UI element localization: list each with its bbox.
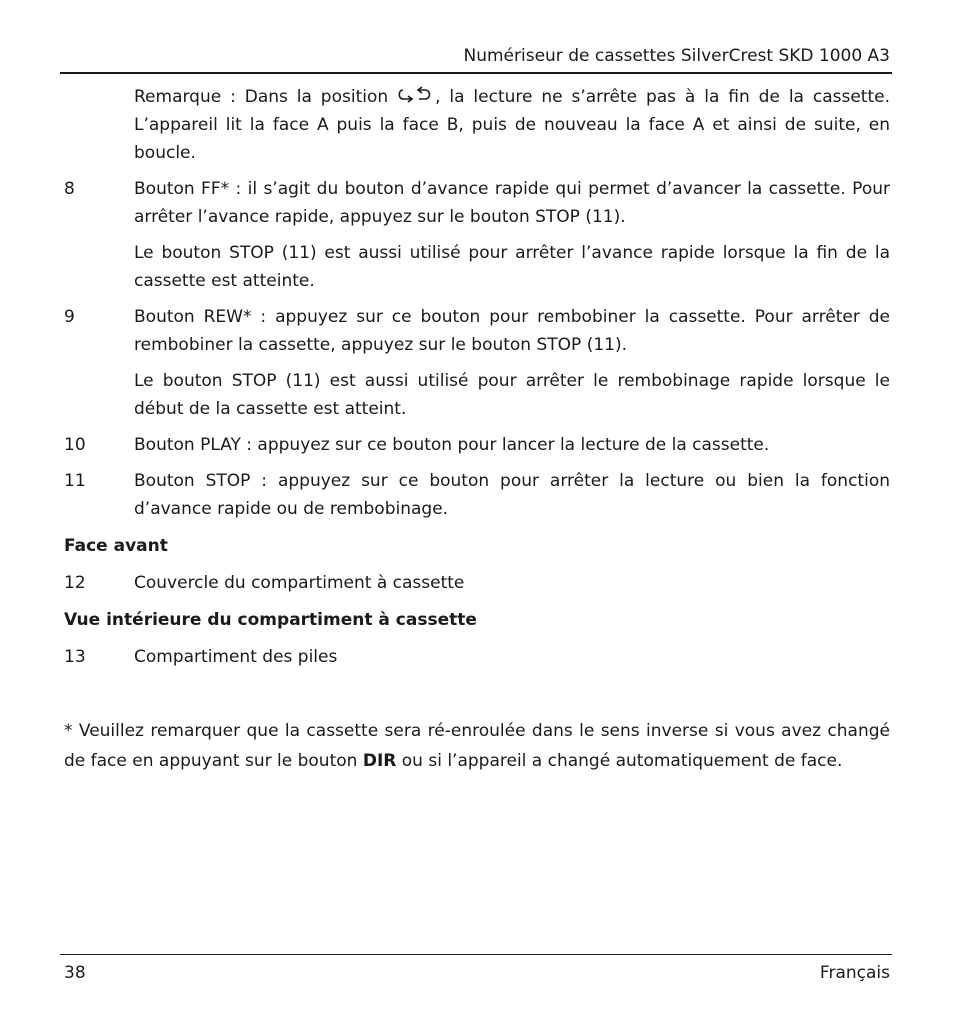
footnote-text-before: * Veuillez remarquer que la cassette sera ré-enroulée dans le sens inverse si vous avez changé de face en appuyant sur le bouton bbox=[64, 721, 890, 771]
list-item-8 bbox=[64, 175, 890, 231]
item-8-note: Le bouton STOP (11) est aussi utilisé pour arrêter l’avance rapide lorsque la fin de la cassette est atteinte. bbox=[134, 243, 890, 291]
footer-language: Français bbox=[819, 963, 890, 983]
list-item-12 bbox=[64, 569, 890, 597]
item-text: Bouton FF* : il s’agit du bouton d’avance rapide qui permet d’avancer la cassette. Pour arrêter l’avance rapide, appuyez sur le bouton STOP (11). bbox=[134, 179, 890, 227]
remark-paragraph bbox=[134, 83, 890, 167]
document-title: Numériseur de cassettes SilverCrest SKD 1000 A3 bbox=[463, 46, 890, 66]
list-item-13 bbox=[64, 643, 890, 671]
section-heading-face-avant: Face avant bbox=[64, 536, 168, 556]
remark-text-after: , la lecture ne s’arrête pas à la fin de la cassette. L’appareil lit la face A puis la face B, puis de nouveau la face A et ainsi de suite, en boucle. bbox=[134, 87, 890, 163]
list-item-10 bbox=[64, 431, 890, 459]
item-9-note: Le bouton STOP (11) est aussi utilisé pour arrêter le rembobinage rapide lorsque le début de la cassette est atteint. bbox=[134, 371, 890, 419]
item-number: 11 bbox=[64, 471, 86, 491]
page-content bbox=[64, 83, 890, 776]
item-text: Bouton REW* : appuyez sur ce bouton pour rembobiner la cassette. Pour arrêter de rembobiner la cassette, appuyez sur le bouton STOP (11). bbox=[134, 307, 890, 355]
item-number: 10 bbox=[64, 435, 86, 455]
item-text: Couvercle du compartiment à cassette bbox=[134, 573, 465, 593]
item-text: Bouton PLAY : appuyez sur ce bouton pour lancer la lecture de la cassette. bbox=[134, 435, 770, 455]
item-number: 8 bbox=[64, 179, 75, 199]
loop-play-icon bbox=[397, 86, 435, 104]
page-header bbox=[60, 44, 892, 74]
footnote-text-after: ou si l’appareil a changé automatiquement de face. bbox=[401, 751, 843, 771]
page-number: 38 bbox=[64, 963, 86, 983]
page-footer bbox=[60, 954, 892, 983]
item-number: 13 bbox=[64, 647, 86, 667]
footnote-dir-label: DIR bbox=[362, 751, 397, 771]
list-item-9 bbox=[64, 303, 890, 359]
item-text: Bouton STOP : appuyez sur ce bouton pour arrêter la lecture ou bien la fonction d’avance rapide ou de rembobinage. bbox=[134, 471, 890, 519]
footnote bbox=[64, 716, 890, 776]
section-heading-vue-interieure: Vue intérieure du compartiment à cassette bbox=[64, 610, 477, 630]
remark-text-before: Remarque : Dans la position bbox=[134, 87, 389, 107]
item-text: Compartiment des piles bbox=[134, 647, 338, 667]
list-item-11 bbox=[64, 467, 890, 523]
item-number: 12 bbox=[64, 573, 86, 593]
item-number: 9 bbox=[64, 307, 75, 327]
